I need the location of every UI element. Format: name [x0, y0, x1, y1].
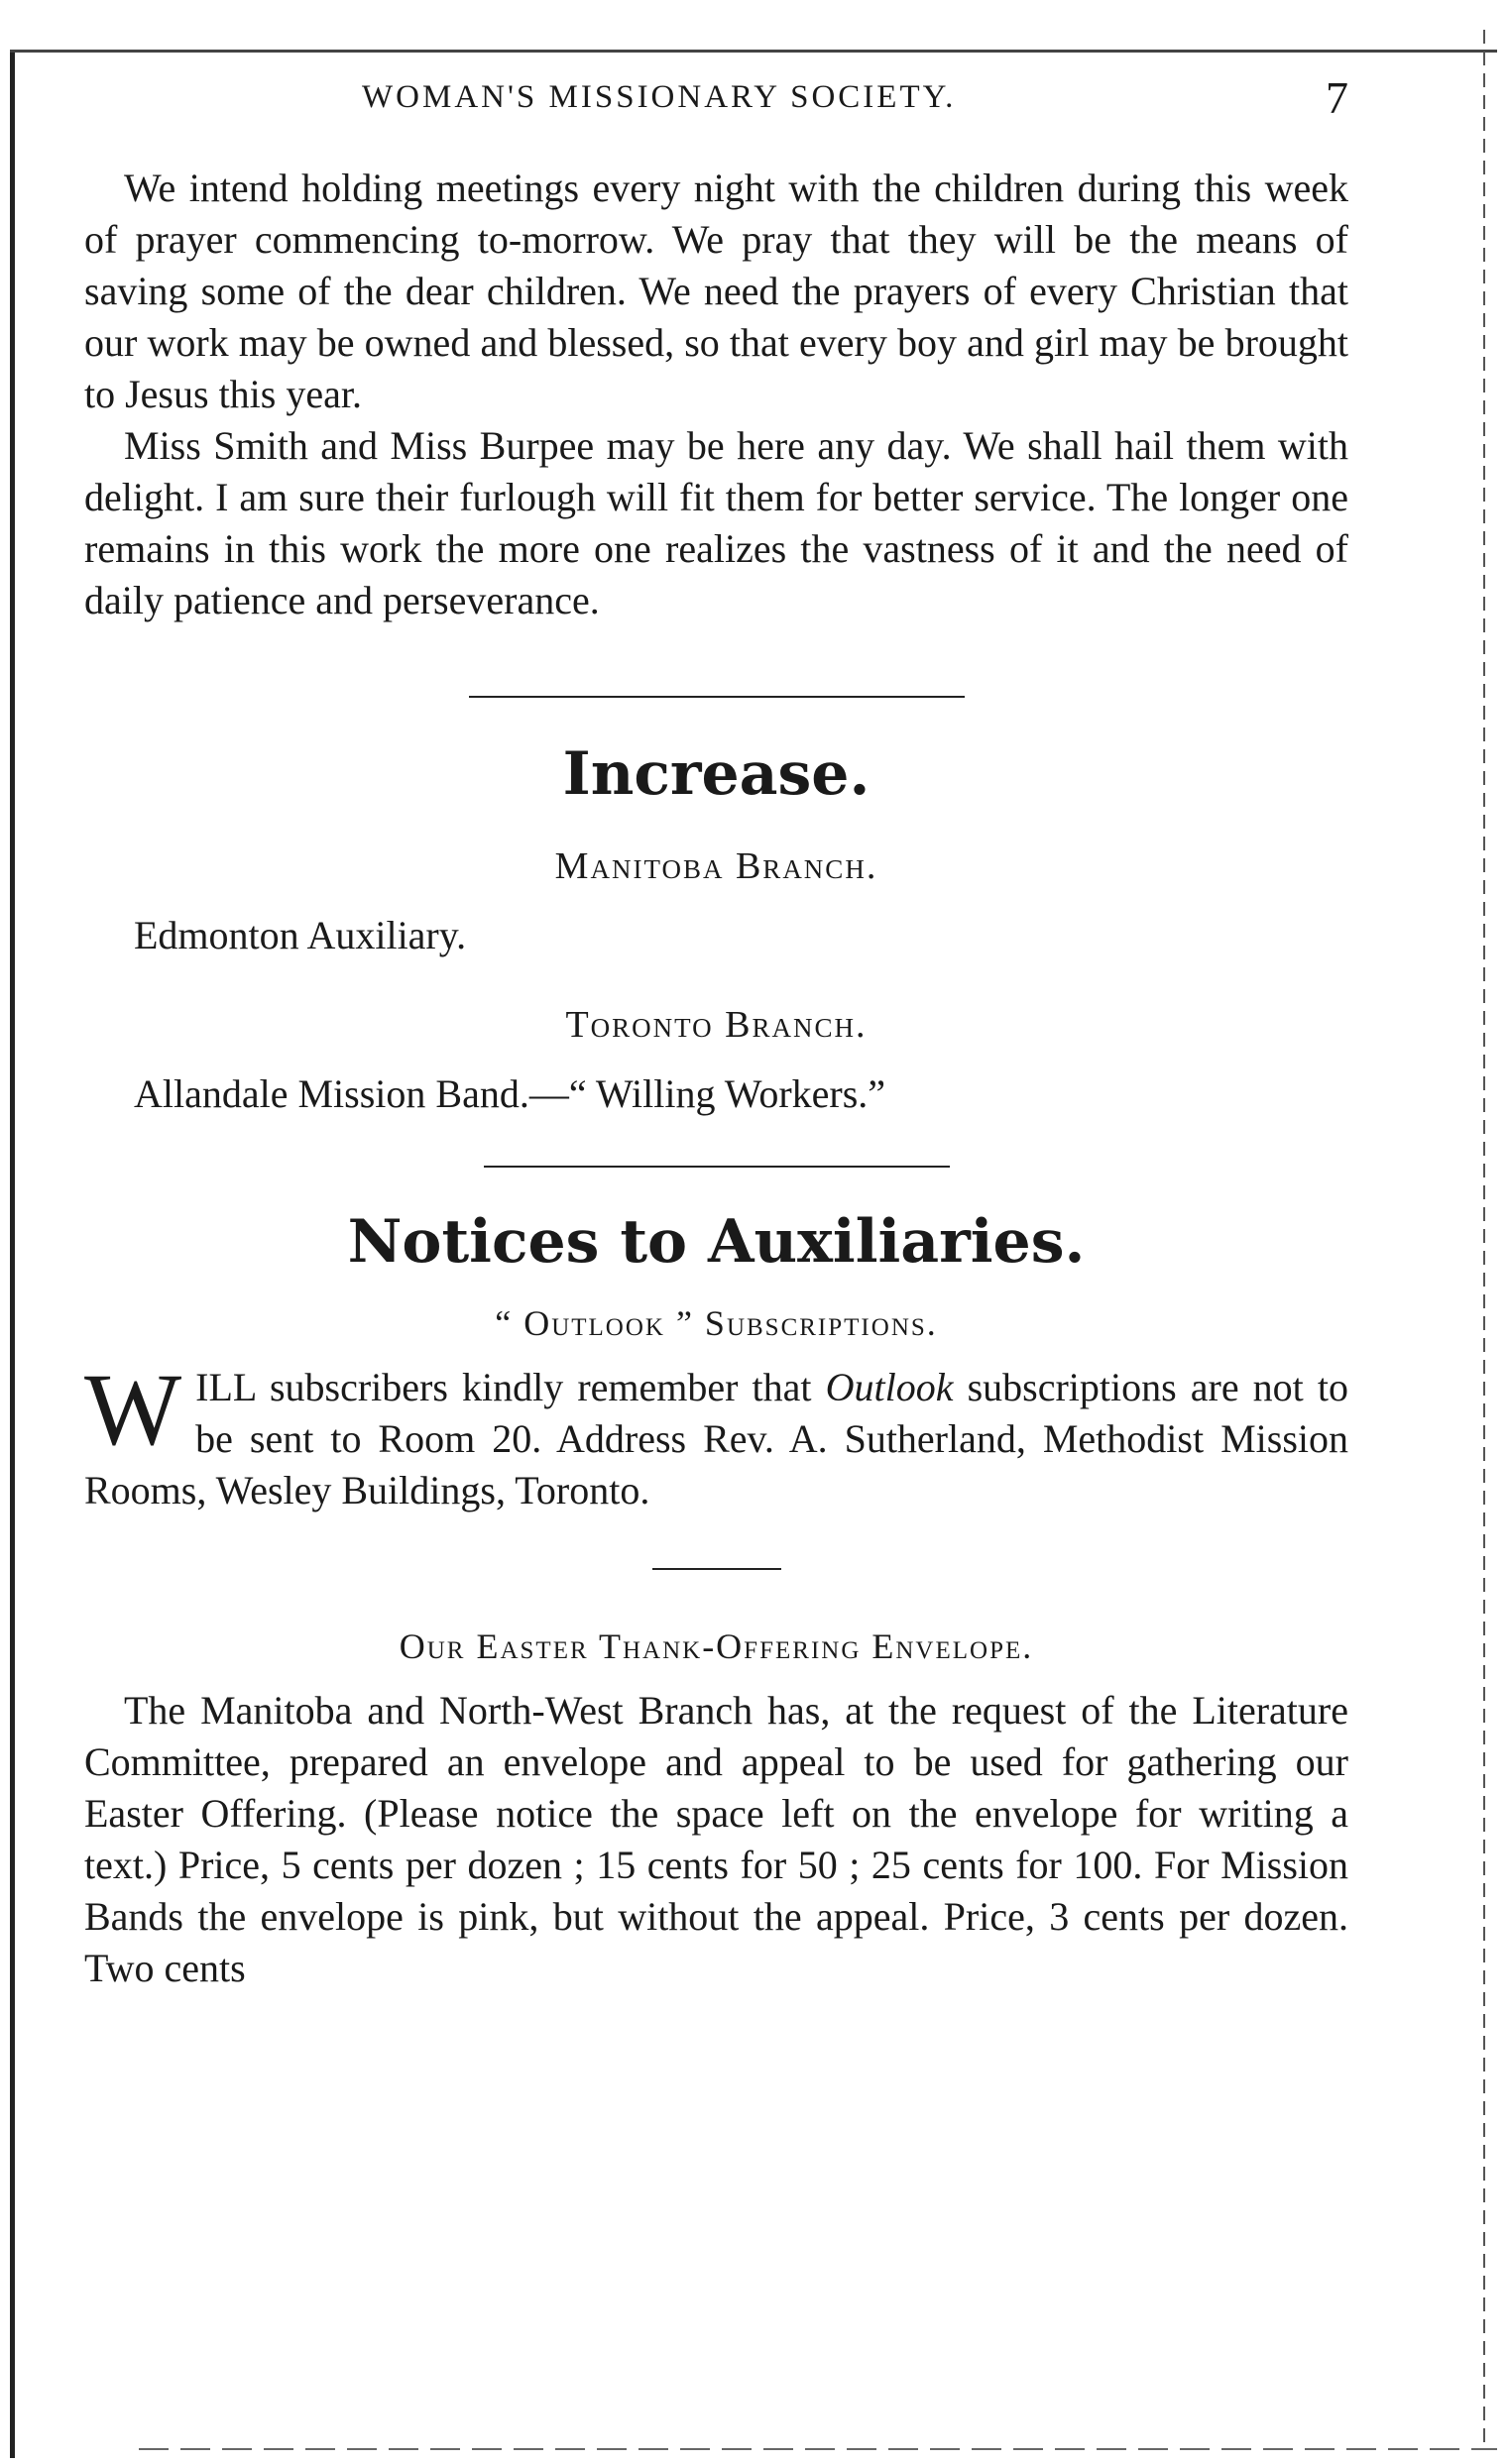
outlook-subscriptions-heading: “ Outlook ” Subscriptions.: [495, 1303, 938, 1343]
running-head: [84, 72, 1348, 149]
outlook-title-italic: Outlook: [825, 1365, 954, 1409]
manitoba-branch-heading: Manitoba Branch.: [554, 845, 878, 887]
page-border-bottom: [139, 2448, 1497, 2450]
outlook-notice-paragraph: [84, 1353, 1348, 1516]
toronto-branch-entry: Allandale Mission Band.—“ Willing Workers.”: [134, 1071, 886, 1116]
page-border-left: [10, 50, 15, 2458]
paragraph-prayer-meetings: We intend holding meetings every night with the children during this week of prayer commencing to-morrow. We pray that they will be the means of saving some of the dear children. We need the prayers of every Christian that our work may be owned and blessed, so that every boy and girl may be brought to Jesus this year.: [84, 166, 1348, 416]
outlook-notice-text-start: ILL subscribers kindly remember that: [195, 1365, 826, 1409]
drop-cap-letter: W: [84, 1353, 182, 1467]
increase-heading: Increase.: [562, 739, 871, 809]
book-page: [84, 72, 1348, 1994]
page-border-top: [10, 50, 1497, 53]
manitoba-branch-entry: Edmonton Auxiliary.: [134, 913, 467, 957]
easter-envelope-heading: Our Easter Thank-Offering Envelope.: [399, 1626, 1034, 1666]
easter-envelope-paragraph: The Manitoba and North-West Branch has, at the request of the Literature Committee, prepared an envelope and appeal to be used for gathering our Easter Offering. (Please notice the space left on the envelope for writing a text.) Price, 5 cents per dozen ; 15 cents for 50 ; 25 cents for 100. For Mission Bands the envelope is pink, but without the appeal. Price, 3 cents per dozen. Two cents: [84, 1688, 1348, 1990]
short-divider: [652, 1568, 781, 1570]
page-border-right: [1483, 30, 1485, 2448]
notices-heading: Notices to Auxiliaries.: [347, 1207, 1086, 1277]
section-divider: [484, 1166, 950, 1168]
page-number: 7: [1326, 72, 1348, 123]
outlook-notice-text-end: subscriptions are not to be sent to Room 20. Address Rev. A. Sutherland, Methodist Mission Rooms, Wesley Buildings, Toronto.: [84, 1365, 1348, 1512]
section-divider: [469, 696, 965, 698]
running-title: WOMAN'S MISSIONARY SOCIETY.: [362, 79, 957, 115]
toronto-branch-heading: Toronto Branch.: [565, 1004, 868, 1046]
paragraph-furlough: Miss Smith and Miss Burpee may be here any day. We shall hail them with delight. I am sure their furlough will fit them for better service. The longer one remains in this work the more one realizes the vastness of it and the need of daily patience and perseverance.: [84, 423, 1348, 622]
